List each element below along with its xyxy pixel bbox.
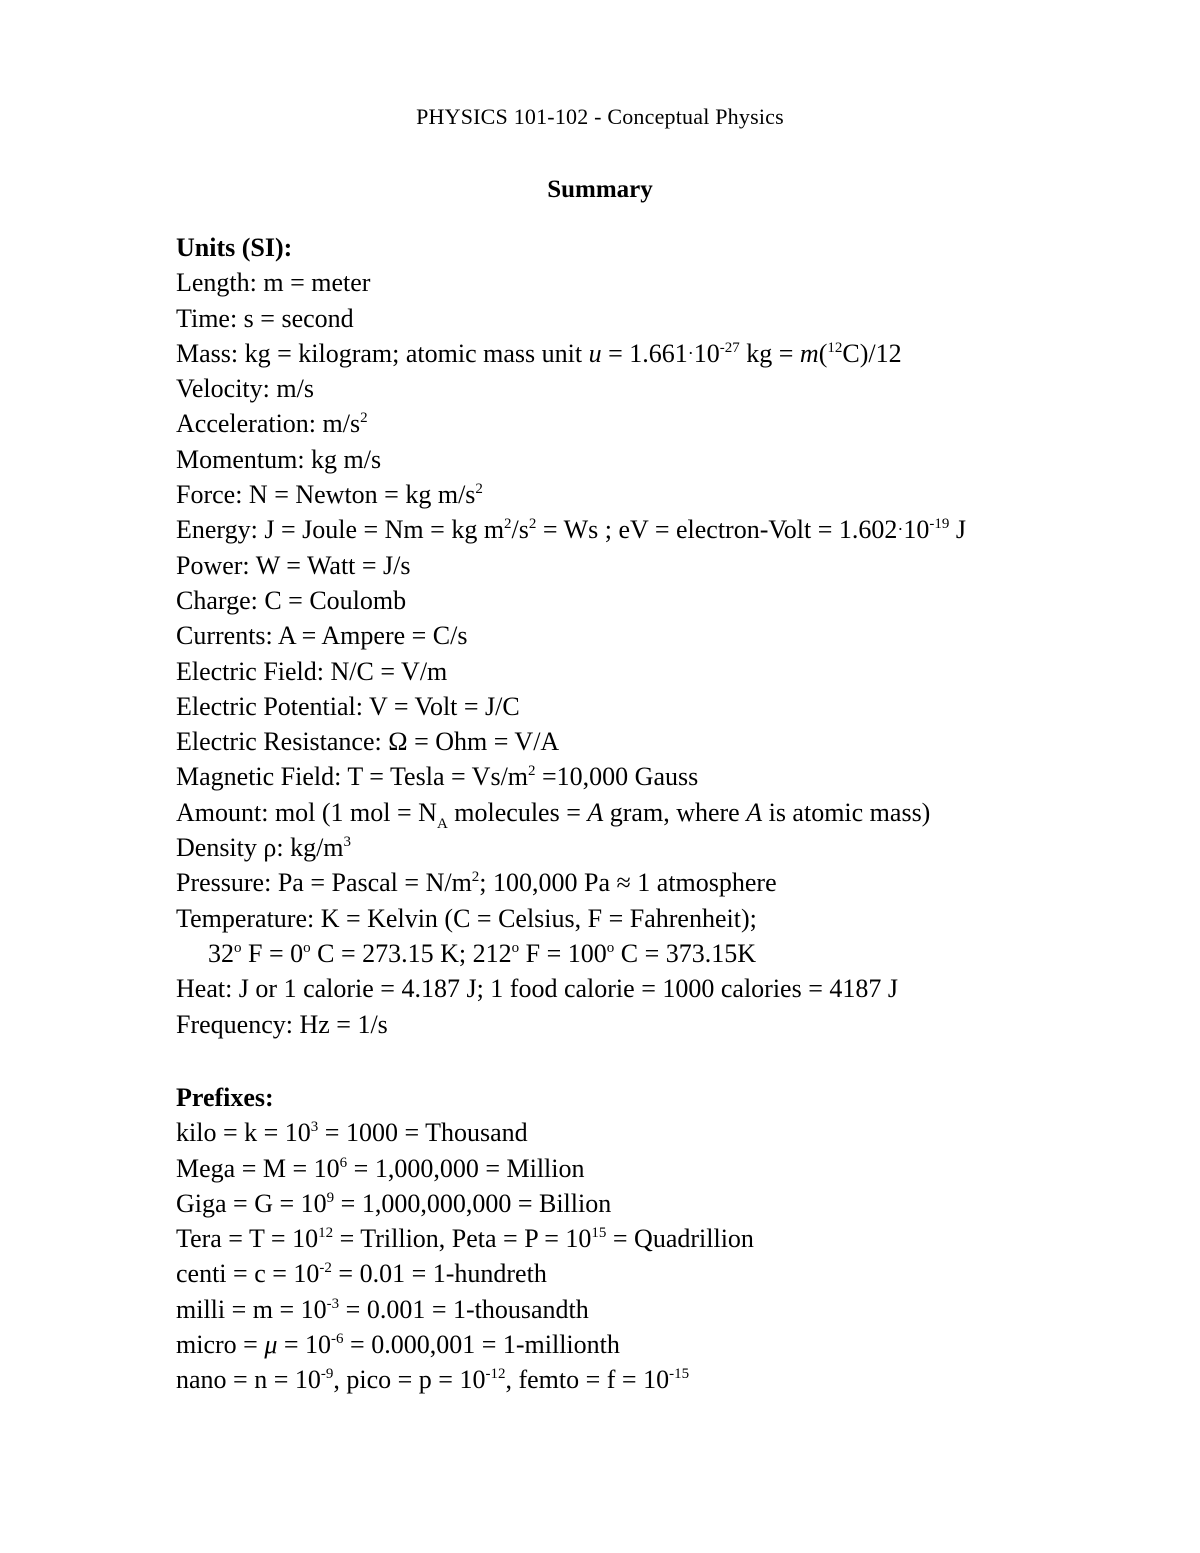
pico-text: , pico = p = 10 <box>333 1365 486 1395</box>
energy-dot: · <box>897 519 904 540</box>
energy-exponent-2: 2 <box>528 516 537 533</box>
amount-a-symbol-2: A <box>746 797 763 827</box>
units-heat: Heat: J or 1 calorie = 4.187 J; 1 food calorie = 1000 calories = 4187 J <box>176 974 898 1004</box>
acceleration-exponent: 2 <box>360 410 368 427</box>
units-momentum: Momentum: kg m/s <box>176 444 382 474</box>
peta-text: = Trillion, Peta = P = 10 <box>333 1224 592 1254</box>
pressure-atmosphere: ; 100,000 Pa ≈ 1 atmosphere <box>479 868 777 898</box>
units-heading: Units (SI): <box>176 233 293 262</box>
giga-text: Giga = G = 10 <box>176 1188 327 1218</box>
giga-exponent: 9 <box>326 1189 335 1206</box>
energy-per-s: /s <box>511 515 529 545</box>
mass-value: = 1.661 <box>601 338 688 368</box>
mass-m-symbol: m <box>799 338 819 368</box>
units-mass <box>176 336 1176 371</box>
units-section <box>176 230 1176 1042</box>
mega-exponent: 6 <box>339 1154 348 1171</box>
centi-exponent: -2 <box>319 1260 332 1277</box>
temp-degree: o <box>234 939 242 956</box>
page-title: Summary <box>547 176 653 203</box>
energy-joule: J <box>949 515 967 545</box>
peta-value: = Quadrillion <box>606 1224 754 1254</box>
prefix-tera-peta <box>176 1221 1176 1256</box>
mega-text: Mega = M = 10 <box>176 1153 340 1183</box>
femto-exponent: -15 <box>669 1366 690 1383</box>
density-text: Density ρ: kg/m <box>176 833 344 863</box>
milli-text: milli = m = 10 <box>176 1294 327 1324</box>
energy-base: 10 <box>903 515 930 545</box>
amount-gram: gram, where <box>603 797 747 827</box>
prefix-mega <box>176 1151 1176 1186</box>
units-energy <box>176 512 1176 547</box>
amount-molecules: molecules = <box>447 797 588 827</box>
mass-paren: ( <box>818 338 828 368</box>
mass-u-symbol: u <box>588 338 602 368</box>
mass-kg: kg = <box>739 338 800 368</box>
centi-text: centi = c = 10 <box>176 1259 320 1289</box>
pressure-text: Pressure: Pa = Pascal = N/m <box>176 868 472 898</box>
giga-value: = 1,000,000,000 = Billion <box>334 1188 612 1218</box>
mass-isotope: 12 <box>827 339 843 356</box>
centi-value: = 0.01 = 1-hundreth <box>331 1259 547 1289</box>
units-amount <box>176 795 1176 830</box>
micro-value: = 0.000,001 = 1-millionth <box>343 1330 620 1360</box>
units-frequency: Frequency: Hz = 1/s <box>176 1009 388 1039</box>
mass-base: 10 <box>693 338 720 368</box>
amount-atomic-mass: is atomic mass) <box>762 797 931 827</box>
temp-c-273: C = 273.15 K; 212 <box>310 938 512 968</box>
prefixes-section <box>176 1080 1176 1398</box>
units-electric-resistance: Electric Resistance: Ω = Ohm = V/A <box>176 727 560 757</box>
mass-dot: · <box>687 342 694 363</box>
milli-value: = 0.001 = 1-thousandth <box>339 1294 589 1324</box>
kilo-exponent: 3 <box>310 1119 319 1136</box>
temp-degree: o <box>303 939 311 956</box>
amount-subscript: A <box>436 815 448 832</box>
energy-exponent-1: 2 <box>504 516 512 533</box>
units-temperature: Temperature: K = Kelvin (C = Celsius, F = Fahrenheit); <box>176 903 757 933</box>
kilo-value: = 1000 = Thousand <box>318 1118 528 1148</box>
units-charge: Charge: C = Coulomb <box>176 585 407 615</box>
force-text: Force: N = Newton = kg m/s <box>176 480 476 510</box>
force-exponent: 2 <box>475 481 483 498</box>
amount-text: Amount: mol (1 mol = N <box>176 797 437 827</box>
prefix-nano-pico-femto <box>176 1362 1176 1397</box>
energy-text: Energy: J = Joule = Nm = kg m <box>176 515 505 545</box>
units-density <box>176 830 1176 865</box>
density-exponent: 3 <box>343 834 352 851</box>
pressure-exponent: 2 <box>471 869 480 886</box>
prefix-kilo <box>176 1115 1176 1150</box>
micro-text: micro = <box>176 1330 265 1360</box>
units-currents: Currents: A = Ampere = C/s <box>176 621 468 651</box>
kilo-text: kilo = k = 10 <box>176 1118 311 1148</box>
units-electric-potential: Electric Potential: V = Volt = J/C <box>176 691 520 721</box>
temp-degree: o <box>606 939 615 956</box>
femto-text: , femto = f = 10 <box>505 1365 670 1395</box>
units-power: Power: W = Watt = J/s <box>176 550 411 580</box>
amount-a-symbol: A <box>587 797 604 827</box>
energy-exponent-3: -19 <box>929 516 950 533</box>
prefix-centi <box>176 1256 1176 1291</box>
micro-mu-symbol: μ <box>264 1330 278 1360</box>
temp-degree: o <box>511 939 520 956</box>
units-length: Length: m = meter <box>176 268 371 298</box>
mfield-gauss: =10,000 Gauss <box>535 762 699 792</box>
mass-exponent: -27 <box>719 339 740 356</box>
mass-text: Mass: kg = kilogram; atomic mass unit <box>176 338 589 368</box>
prefix-micro <box>176 1327 1176 1362</box>
units-electric-field: Electric Field: N/C = V/m <box>176 656 448 686</box>
nano-text: nano = n = 10 <box>176 1365 321 1395</box>
prefix-giga <box>176 1186 1176 1221</box>
mega-value: = 1,000,000 = Million <box>347 1153 585 1183</box>
units-time: Time: s = second <box>176 303 354 333</box>
energy-ev: = Ws ; eV = electron-Volt = 1.602 <box>536 515 898 545</box>
micro-exponent: -6 <box>331 1331 344 1348</box>
acceleration-text: Acceleration: m/s <box>176 409 361 439</box>
page-header: PHYSICS 101-102 - Conceptual Physics <box>416 104 784 129</box>
tera-text: Tera = T = 10 <box>176 1224 319 1254</box>
units-force <box>176 477 1176 512</box>
mass-carbon: C)/12 <box>842 338 902 368</box>
temp-f-0: F = 0 <box>241 938 304 968</box>
peta-exponent: 15 <box>591 1225 607 1242</box>
prefixes-heading: Prefixes: <box>176 1083 274 1112</box>
milli-exponent: -3 <box>326 1295 340 1312</box>
temp-c-373: C = 373.15K <box>614 938 757 968</box>
micro-equals: = 10 <box>277 1330 332 1360</box>
units-pressure <box>176 865 1176 900</box>
pico-exponent: -12 <box>485 1366 506 1383</box>
mfield-exponent: 2 <box>528 763 536 780</box>
units-velocity: Velocity: m/s <box>176 374 314 404</box>
mfield-text: Magnetic Field: T = Tesla = Vs/m <box>176 762 529 792</box>
temp-32: 32 <box>208 938 234 968</box>
temp-f-100: F = 100 <box>519 938 607 968</box>
units-magnetic-field <box>176 759 1176 794</box>
units-temperature-conversion <box>176 936 1176 971</box>
units-acceleration <box>176 406 1176 441</box>
prefix-milli <box>176 1292 1176 1327</box>
nano-exponent: -9 <box>320 1366 334 1383</box>
tera-exponent: 12 <box>318 1225 334 1242</box>
